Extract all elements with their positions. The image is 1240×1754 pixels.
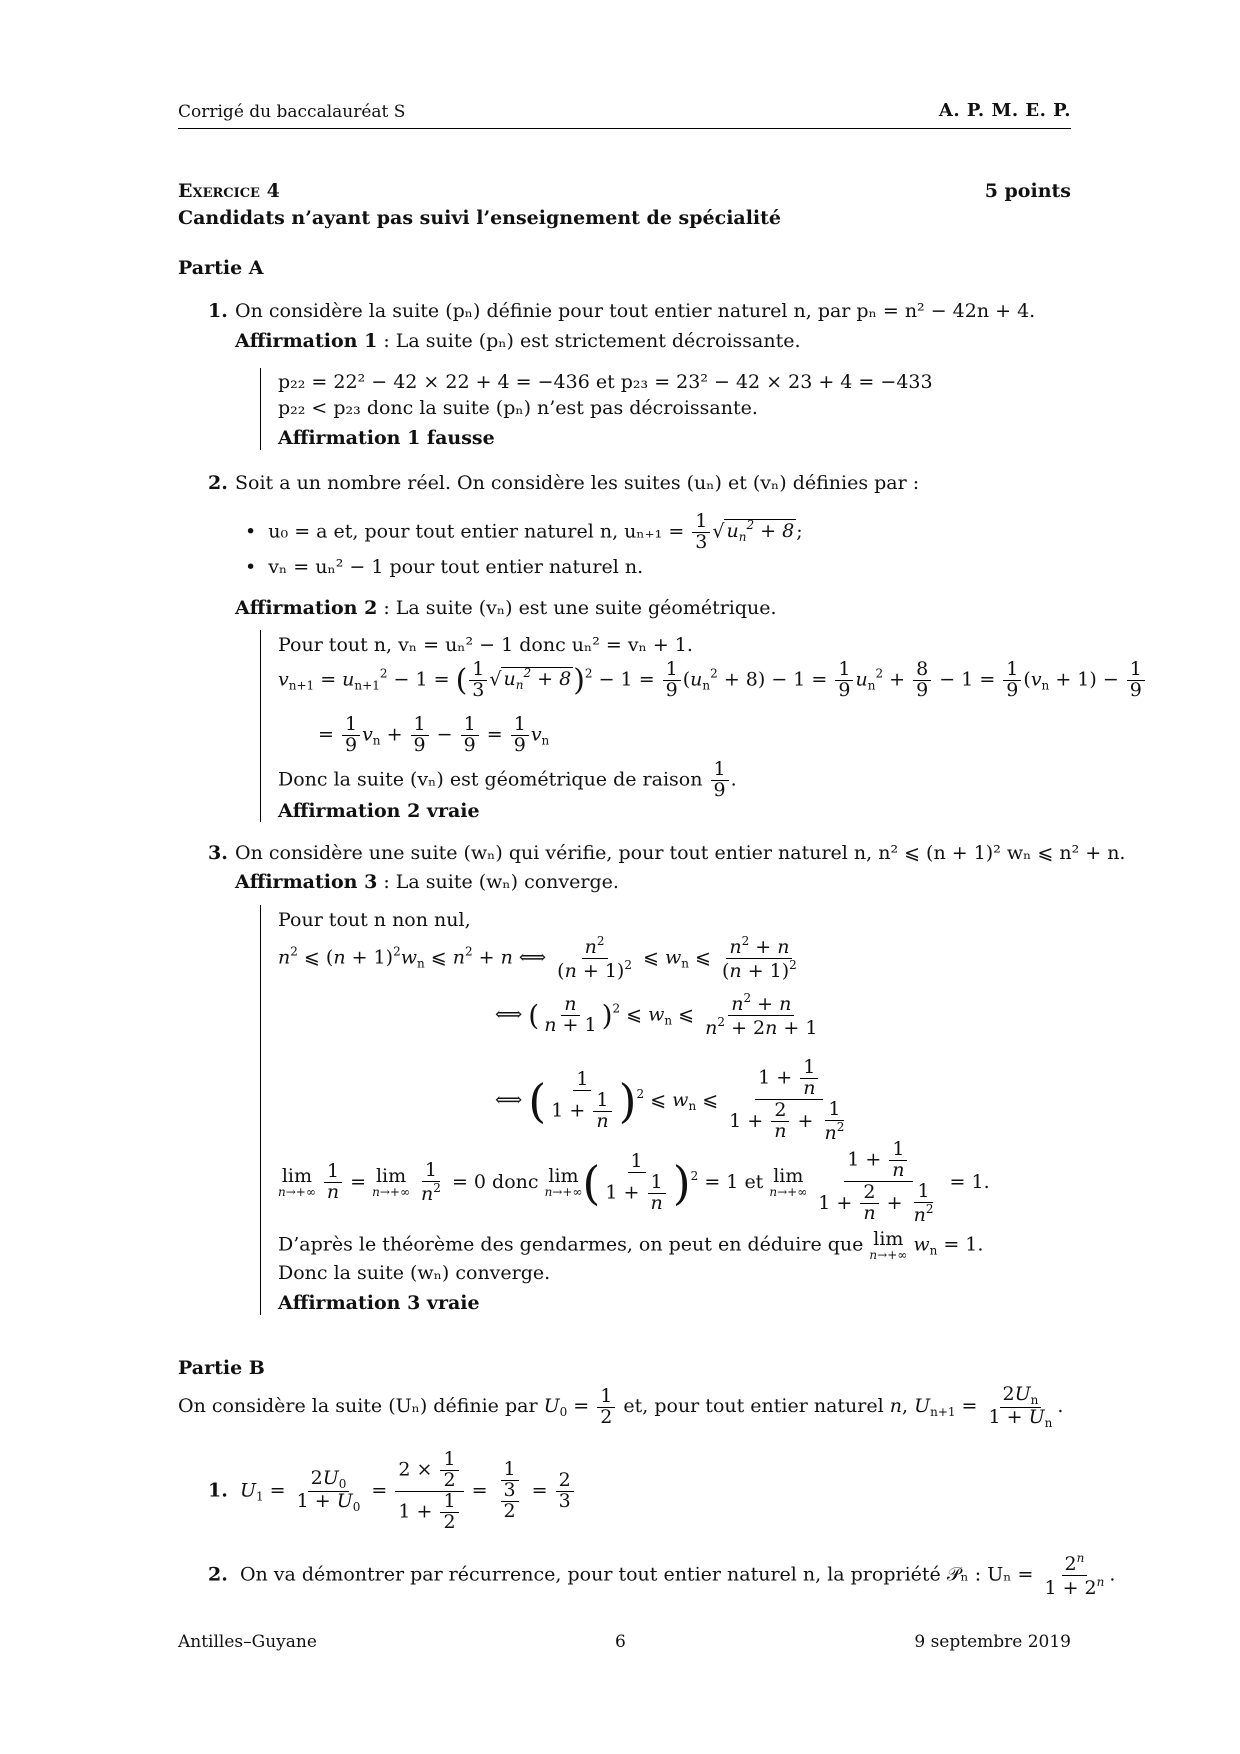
page-number: 6	[615, 1632, 626, 1652]
partB-q1-number: 1.	[208, 1479, 228, 1502]
q2-bullet1: • u₀ = a et, pour tout entier naturel n, uₙ₊₁ = $\frac{1}{3}$ √ $u_n^2 + 8$ ;	[245, 510, 803, 553]
q3-proof-eq2: ⟺ ( $\frac{n}{n + 1}$ )$^2$ ⩽ $w_n$ ⩽ $\frac{n^2 + n}{n^2 + 2n + 1}$	[495, 991, 818, 1039]
q3-proof-eq1: $n^2$ ⩽ $(n + 1)^2w_n$ ⩽ $n^2 + n$ ⟺ $\frac{n^2}{(n + 1)^2}$ ⩽ $w_n$ ⩽ $\frac{n^2 + n}{(n + 1)^2}$	[278, 934, 797, 982]
q2-proof-line2: $v_{n+1} = u_{n+1}^2 - 1$ = ( $\frac{1}{3}$ √ $u_n^2 + 8)^2 - 1$ = $\frac{1}{9}$ $(u_n^2 + 8) - 1$ = $\frac{1}{9}$ $u_n^2$ + $\frac{8}{9}$ − 1 = $\frac{1}{9}$ $(v_n + 1)$ − $\frac{1}{9}$	[278, 660, 1147, 701]
q1-verdict: Affirmation 1 fausse	[278, 427, 495, 449]
q2-affirmation	[235, 597, 777, 619]
q3-proof-bar	[260, 905, 271, 1315]
partB-q2-text: On va démontrer par récurrence, pour tout entier naturel n, la propriété 𝒫ₙ : Uₙ =	[239, 1563, 1040, 1586]
exercise-points: 5 points	[984, 180, 1071, 202]
footer-left: Antilles–Guyane	[178, 1632, 317, 1652]
exercise-title: Exercice 4	[178, 180, 280, 202]
q3-number: 3.	[208, 842, 228, 864]
bullet-icon: •	[245, 556, 269, 578]
sqrt-icon: √	[712, 520, 725, 543]
frac-one-third: $\frac{1}{3}$	[692, 512, 710, 553]
q2-verdict: Affirmation 2 vraie	[278, 800, 480, 822]
exercise-subtitle: Candidats n’ayant pas suivi l’enseignement de spécialité	[178, 207, 782, 229]
q3-aff-label: Affirmation 3	[235, 871, 378, 893]
q3-proof-eq3: ⟺ ( 1 1 + $\frac{1}{n}$ )$^2$ ⩽ $w_n$ ⩽ 1 + $\frac{1}{n}$ 1 + $\frac{2}{n}$ + $\frac{1}{n^2}$	[495, 1056, 845, 1144]
q2-aff-text: : La suite (vₙ) est une suite géométrique.	[377, 597, 777, 619]
q3-proof-conv: Donc la suite (wₙ) converge.	[278, 1262, 551, 1284]
q3-statement: On considère une suite (wₙ) qui vérifie, pour tout entier naturel n, n² ⩽ (n + 1)² wₙ ⩽ n² + n.	[235, 842, 1126, 864]
footer-right: 9 septembre 2019	[914, 1632, 1071, 1652]
partA-title: Partie A	[178, 257, 264, 279]
q1-number: 1.	[208, 300, 228, 322]
header-left: Corrigé du baccalauréat S	[178, 102, 406, 122]
bullet-icon: •	[245, 520, 269, 543]
q3-affirmation	[235, 871, 619, 893]
q1-affirmation	[235, 330, 801, 352]
q1-aff-text: : La suite (pₙ) est strictement décroissante.	[377, 330, 801, 352]
q2-proof-line4: Donc la suite (vₙ) est géométrique de raison $\frac{1}{9}$ .	[278, 758, 737, 801]
q2-bullet1-text: u₀ = a et, pour tout entier naturel n, uₙ₊₁ =	[268, 520, 691, 543]
q1-proof-line1: p₂₂ = 22² − 42 × 22 + 4 = −436 et p₂₃ = 23² − 42 × 23 + 4 = −433	[278, 371, 933, 393]
page-header	[178, 100, 1071, 129]
page-footer	[178, 1632, 1071, 1658]
q1-statement: On considère la suite (pₙ) définie pour tout entier naturel n, par pₙ = n² − 42n + 4.	[235, 300, 1036, 322]
q1-proof-line2: p₂₂ < p₂₃ donc la suite (pₙ) n’est pas décroissante.	[278, 397, 758, 419]
q3-proof-gendarmes: D’après le théorème des gendarmes, on peut en déduire que lim n→+∞ $w_n = 1$.	[278, 1228, 984, 1262]
q1-aff-label: Affirmation 1	[235, 330, 378, 352]
q3-aff-text: : La suite (wₙ) converge.	[377, 871, 619, 893]
q3-proof-line1: Pour tout n non nul,	[278, 909, 471, 931]
partB-intro: On considère la suite (Uₙ) définie par $U_0$ = $\frac{1}{2}$ et, pour tout entier naturel n, $U_{n+1}$ = $\frac{2U_n}{1 + U_n}$ .	[178, 1383, 1064, 1430]
q3-proof-limits: lim n→+∞ $\frac{1}{n}$ = lim n→+∞ $\frac{1}{n^2}$ = 0 donc lim n→+∞ ( 1 1 + $\frac{1}{n}$ )$^2$ = 1 et lim n→+∞ 1 + $\frac{1}{n}$ 1 + $\frac{2}{n}$ + $\frac{1}{n^2}$ = 1.	[278, 1138, 990, 1226]
q2-proof-line1: Pour tout n, vₙ = uₙ² − 1 donc uₙ² = vₙ + 1.	[278, 634, 693, 656]
q3-verdict: Affirmation 3 vraie	[278, 1292, 480, 1314]
q2-bullet2-text: vₙ = uₙ² − 1 pour tout entier naturel n.	[268, 556, 644, 578]
sqrt-content: $u_n^2 + 8$	[726, 518, 795, 545]
partB-q2: 2. On va démontrer par récurrence, pour tout entier naturel n, la propriété 𝒫ₙ : Uₙ = $\frac{2^n}{1 + 2^n}$ .	[208, 1551, 1116, 1599]
partB-intro-text: On considère la suite (Uₙ) définie par	[178, 1395, 538, 1418]
q2-proof-line3: = $\frac{1}{9}$ $v_n$ + $\frac{1}{9}$ − $\frac{1}{9}$ = $\frac{1}{9}$ $v_n$	[318, 713, 550, 756]
q2-proof4-text: Donc la suite (vₙ) est géométrique de raison	[278, 768, 703, 791]
q2-statement: Soit a un nombre réel. On considère les suites (uₙ) et (vₙ) définies par :	[235, 472, 920, 494]
q2-bullet2	[245, 556, 643, 578]
partB-title: Partie B	[178, 1357, 265, 1379]
q2-proof-bar	[260, 630, 271, 822]
partB-q1: 1. $U_1$ = $\frac{2U_0}{1 + U_0}$ = 2 × $\frac{1}{2}$ 1 + $\frac{1}{2}$ = $\frac{1}{\frac{3}{2}}$ = $\frac{2}{3}$	[208, 1450, 576, 1533]
q3-gend-text: D’après le théorème des gendarmes, on peut en déduire que	[278, 1233, 864, 1256]
partB-q2-number: 2.	[208, 1563, 228, 1586]
q1-proof-bar	[260, 368, 271, 450]
header-right: A. P. M. E. P.	[938, 100, 1071, 121]
q2-number: 2.	[208, 472, 228, 494]
q2-aff-label: Affirmation 2	[235, 597, 378, 619]
